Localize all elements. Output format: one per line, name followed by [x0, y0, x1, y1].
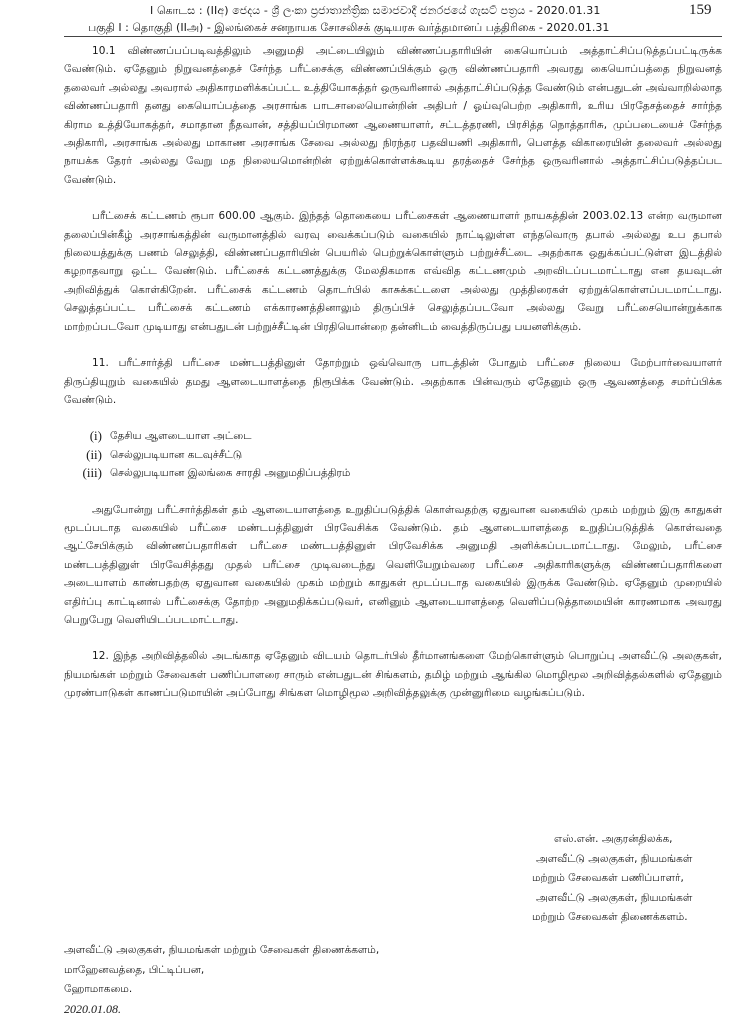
document-body — [64, 42, 722, 703]
list-item-number: (i) — [89, 428, 102, 444]
documents-list — [64, 427, 722, 482]
list-item-number: (ii) — [86, 446, 102, 462]
signatory-title-line: மற்றும் சேவைகள் பணிப்பாளர், — [532, 872, 684, 884]
list-item-text: செல்லுபடியான கடவுச்சீட்டு — [110, 448, 243, 461]
list-item-number: (iii) — [82, 465, 102, 481]
page-number: 159 — [689, 2, 712, 18]
list-item-text: தேசிய ஆளடையாள அட்டை — [110, 430, 252, 443]
paragraph-10-1: 10.1 விண்ணப்பப்படிவத்திலும் அனுமதி அட்டையிலும் விண்ணப்பதாரியின் கையொப்பம் அத்தாட்சிப்படுத்தப்பட்டிருக்க வேண்டும். ஏதேனும் நிறுவனத்தைச் சேர்ந்த பரீட்சைக்கு விண்ணப்பிக்கும் ஒரு விண்ணப்பதாரி அவரது கையொப்பத்தை நிறுவனத் தலைவர் அல்லது அவரால் அதிகாரமளிக்கப்பட்ட உத்தியோகத்தர் ஒருவரினால் அத்தாட்சிப்படுத்த வேண்டும் என்பதுடன் அவ்வாறில்லாத விண்ணப்பதாரி தனது கையொப்பத்தை அரசாங்க பாடசாலையொன்றின் அதிபர் / ஓய்வுபெற்ற அதிகாரி, உரிய பிரதேசத்தைச் சார்ந்த கிராம உத்தியோகத்தர், சமாதான நீதவான், சத்தியப்பிரமாண ஆணையாளர், சட்டத்தரணி, பிரசித்த நொத்தாரிசு, முப்படையைச் சேர்ந்த அதிகாரி, அரசாங்க அல்லது மாகாண அரசாங்க சேவை அல்லது நிரந்தர பதவியணி அதிகாரி, பௌத்த விகாரையின் தலைவர் அல்லது நாயக்க தேரர் அல்லது வேறு மத நிலையமொன்றின் ஏற்றுக்கொள்ளக்கூடிய தரத்தைச் சேர்ந்த ஒருவரினால் அத்தாட்சிப்படுத்தப்பட வேண்டும். — [64, 45, 722, 186]
address-line: மாஹேனவத்தை, பிட்டிப்பன, — [64, 963, 205, 976]
list-item — [64, 446, 722, 464]
header-sinhala-line: I கொடස : (IIඅ) ජෙදය - ශ්‍රී ලංකා ප්‍රජාතාන්ත්‍රික සමාජවාදී ජනරජයේ ගැසට් පත්‍රය - 2020.01.31 — [150, 4, 601, 17]
list-item — [64, 464, 722, 482]
header-rule — [64, 36, 722, 37]
paragraph-12: 12. இந்த அறிவித்தலில் அடங்காத ஏதேனும் விடயம் தொடர்பில் தீர்மானங்களை மேற்கொள்ளும் பொறுப்பு அளவீட்டு அலகுகள், நியமங்கள் மற்றும் சேவைகள் பணிப்பாளரை சாரும் என்பதுடன் சிங்களம், தமிழ் மற்றும் ஆங்கில மொழிமூல அறிவித்தல்களில் ஏதேனும் முரண்பாடுகள் காணப்படுமாயின் அப்போது சிங்கள மொழிமூல அறிவித்தலுக்கு முன்னுரிமை வழங்கப்படும். — [64, 650, 722, 700]
address-line: அளவீட்டு அலகுகள், நியமங்கள் மற்றும் சேவைகள் திணைக்களம், — [64, 944, 380, 956]
address-line: ஹோமாகமை. — [64, 983, 133, 995]
header-tamil-line: பகுதி I : தொகுதி (IIஅ) - இலங்கைச் சனநாயக சோசலிசக் குடியரசு வர்த்தமானப் பத்திரிகை - 2020.01.31 — [88, 21, 610, 34]
paragraph-identity: அதுபோன்று பரீட்சார்த்திகள் தம் ஆளடையாளத்தை உறுதிப்படுத்திக் கொள்வதற்கு ஏதுவான வகையில் முகம் மற்றும் இரு காதுகள் மூடப்படாத வகையில் பரீட்சை மண்டபத்தினுள் பிரவேசிக்க வேண்டும். தம் ஆளடையாளத்தை உறுதிப்படுத்திக் கொள்வதை ஆட்சேபிக்கும் விண்ணப்பதாரிகள் பரீட்சை மண்டபத்தினுள் பிரவேசிக்க அனுமதி அளிக்கப்படமாட்டாது. மேலும், பரீட்சை மண்டபத்தினுள் பிரவேசித்தது முதல் பரீட்சை முடிவடைந்து வெளியேறும்வரை பரீட்சை அதிகாரிகளுக்கு விண்ணப்பதாரிகளை அடையாளம் காண்பதற்கு ஏதுவான வகையில் முகம் மற்றும் காதுகள் மூடப்படாத வகையில் இருக்க வேண்டும். ஏதேனும் முறையில் எதிர்ப்பு காட்டினால் பரீட்சைக்கு தோற்ற அனுமதிக்கப்படுவர், எனினும் ஆளடையாளத்தை வெளிப்படுத்தாமையின் காரணமாக அவரது பெறுபேறு வெளியிடப்படமாட்டாது. — [64, 503, 722, 626]
signatory-title-line: அளவீட்டு அலகுகள், நியமங்கள் — [536, 891, 693, 904]
list-item-text: செல்லுபடியான இலங்கை சாரதி அனுமதிப்பத்திரம் — [110, 467, 351, 480]
signatory-name: எஸ்.என். அகுரன்திலக்க, — [554, 833, 673, 845]
list-item — [64, 427, 722, 445]
paragraph-exam-fee: பரீட்சைக் கட்டணம் ரூபா 600.00 ஆகும். இந்தத் தொகையை பரீட்சைகள் ஆணையாளர் நாயகத்தின் 2003.02.13 என்ற வருமான தலைப்பின்கீழ் அரசாங்கத்தின் வருமானத்தில் வரவு வைக்கப்படும் வகையில் நாட்டிலுள்ள எந்தவொரு தபால் அல்லது உப தபால் நிலையத்துக்கு பணம் செலுத்தி, விண்ணப்பதாரியின் பெயரில் பெற்றுக்கொள்ளும் பற்றுச்சீட்டை அதற்காக ஒதுக்கப்பட்டுள்ள இடத்தில் கழறாதவாறு ஒட்ட வேண்டும். பரீட்சைக் கட்டணத்துக்கு மேலதிகமாக எவ்வித கட்டணமும் அறவிடப்படமாட்டாது என தயவுடன் அறிவித்துக் கொள்கிறேன். பரீட்சைக் கட்டணம் தொடர்பில் காசுக்கட்டளை அல்லது முத்திரைகள் ஏற்றுக்கொள்ளப்படமாட்டாது. செலுத்தப்பட்ட பரீட்சைக் கட்டணம் எக்காரணத்தினாலும் திருப்பிச் செலுத்தப்படவோ அல்லது வேறு பரீட்சையொன்றுக்காக மாற்றப்படவோ முடியாது என்பதுடன் பற்றுச்சீட்டின் பிரதியொன்றை தன்னிடம் வைத்திருப்பது பயனளிக்கும். — [64, 210, 722, 333]
signatory-title-line: அளவீட்டு அலகுகள், நியமங்கள் — [536, 852, 693, 865]
signatory-title-line: மற்றும் சேவைகள் திணைக்களம். — [532, 911, 688, 923]
signature-block — [532, 830, 732, 928]
paragraph-11: 11. பரீட்சார்த்தி பரீட்சை மண்டபத்தினுள் தோற்றும் ஒவ்வொரு பாடத்தின் போதும் பரீட்சை நிலைய மேற்பார்வையாளர் திருப்தியுறும் வகையில் தமது ஆளடையாளத்தை நிரூபிக்க வேண்டும். அதற்காக பின்வரும் ஏதேனும் ஒரு ஆவணத்தை சமர்ப்பிக்க வேண்டும். — [64, 357, 722, 406]
document-date: 2020.01.08. — [64, 1001, 121, 1016]
address-block — [64, 941, 379, 1019]
